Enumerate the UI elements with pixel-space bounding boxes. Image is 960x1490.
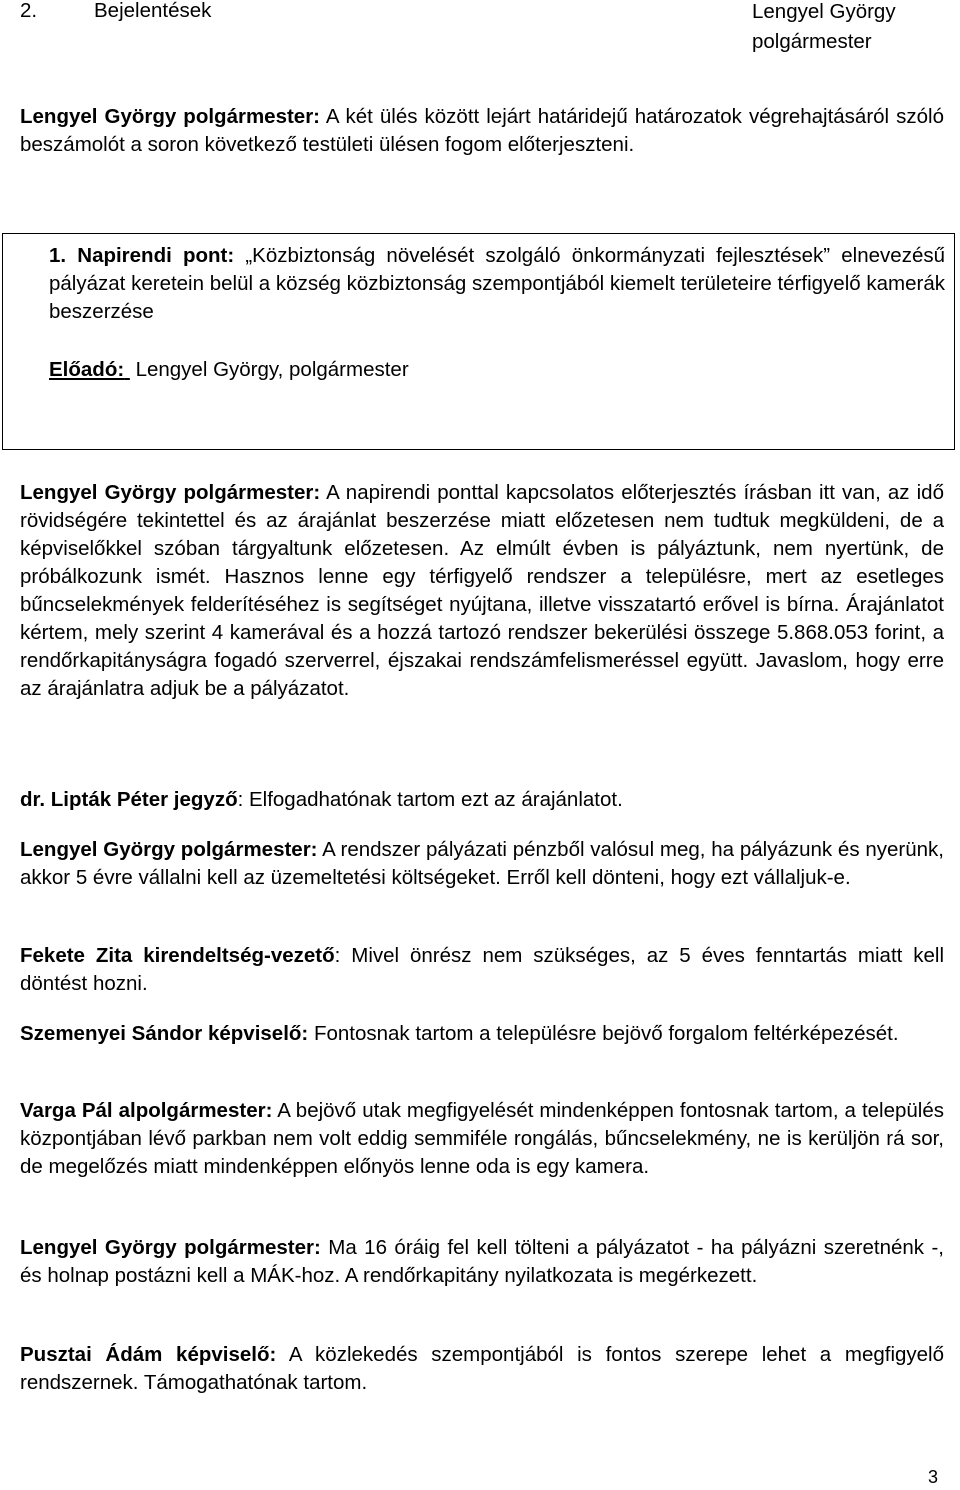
discussion-entry [20,1097,944,1181]
statement: : Elfogadhatónak tartom ezt az árajánlatot. [237,788,623,811]
speaker: Lengyel György polgármester: [20,481,321,504]
statement: A rendszer pályázati pénzből valósul meg, ha pályázunk és nyerünk, akkor 5 évre vállalni kell az üzemeltetési költségeket. Erről kell dönteni, hogy ezt vállaljuk-e. [20,838,944,889]
discussion-entry [20,942,944,998]
speaker: Pusztai Ádám képviselő: [20,1343,277,1366]
statement: A bejövő utak megfigyelését mindenképpen fontosnak tartom, a település központjában lévő parkban nem volt eddig semmiféle rongálás, bűncselekmény, ne is kerüljön rá sor, de megelőzés miatt mindenképpen előnyös lenne oda is egy kamera. [20,1099,945,1178]
page-number: 3 [928,1467,939,1487]
speaker: Lengyel György polgármester: [20,838,318,861]
presenter-role: polgármester [752,30,872,53]
statement: : Mivel önrész nem szükséges, az 5 éves fenntartás miatt kell döntést hozni. [20,944,945,995]
speaker: Varga Pál alpolgármester: [20,1099,273,1122]
statement: A közlekedés szempontjából is fontos szerepe lehet a megfigyelő rendszernek. Támogathatónak tartom. [20,1343,944,1394]
presenter-label: Előadó: [49,358,125,381]
section-number: 2. [20,0,38,22]
discussion-entry [20,836,944,892]
section-presenter [752,0,952,57]
statement: A két ülés között lejárt határidejű határozatok végrehajtásáról szóló beszámolót a soron következő testületi ülésen fogom előterjeszteni. [20,105,944,156]
discussion-entry [20,1020,944,1048]
discussion-entry [20,1234,944,1290]
statement: A napirendi ponttal kapcsolatos előterjesztés írásban itt van, az idő rövidségére tekintettel és az árajánlat beszerzése miatt előzetesen nem tudtuk megküldeni, de a képviselőkkel szóban tárgyaltunk előzetesen. Az elmúlt évben is pályáztunk, nem nyertünk, de próbálkozunk ismét. Hasznos lenne egy térfigyelő rendszer a településre, mert az esetleges bűncselekmények felderítéséhez is segítséget nyújtana, illetve visszatartó erővel is bírna. Árajánlatot kértem, mely szerint 4 kamerával és a hozzá tartozó rendszer bekerülési összege 5.868.053 forint, a rendőrkapitányságra fogadó szerverrel, éjszakai rendszámfelismeréssel együtt. Javaslom, hogy erre az árajánlatra adjuk be a pályázatot. [20,481,944,700]
presenter-name: Lengyel György [752,0,896,23]
discussion-entry [20,786,944,814]
discussion-entry [20,1341,944,1397]
section-title: Bejelentések [94,0,212,22]
statement: Ma 16 óráig fel kell tölteni a pályázatot - ha pályázni szeretnénk -, és holnap postázni kell a MÁK-hoz. A rendőrkapitány nyilatkozata is megérkezett. [20,1236,944,1287]
statement: Fontosnak tartom a településre bejövő forgalom feltérképezését. [308,1022,899,1045]
agenda-title: „Közbiztonság növelését szolgáló önkormányzati fejlesztések” elnevezésű pályázat keretein belül a község közbiztonság szempontjából kiemelt területeire térfigyelő kamerák beszerzése [49,244,945,323]
speaker: Fekete Zita kirendeltség-vezető [20,944,335,967]
speaker: Lengyel György polgármester: [20,105,321,128]
speaker: Szemenyei Sándor képviselő: [20,1022,309,1045]
agenda-item-box [2,233,955,450]
agenda-presenter [49,356,409,384]
section-heading [20,0,211,25]
agenda-item-title [49,242,945,326]
paragraph-announcement [20,103,944,159]
agenda-label: 1. Napirendi pont: [49,244,235,267]
speaker: Lengyel György polgármester: [20,1236,321,1259]
discussion-entry [20,479,944,703]
speaker: dr. Lipták Péter jegyző [20,788,238,811]
presenter-name: Lengyel György, polgármester [129,358,409,381]
